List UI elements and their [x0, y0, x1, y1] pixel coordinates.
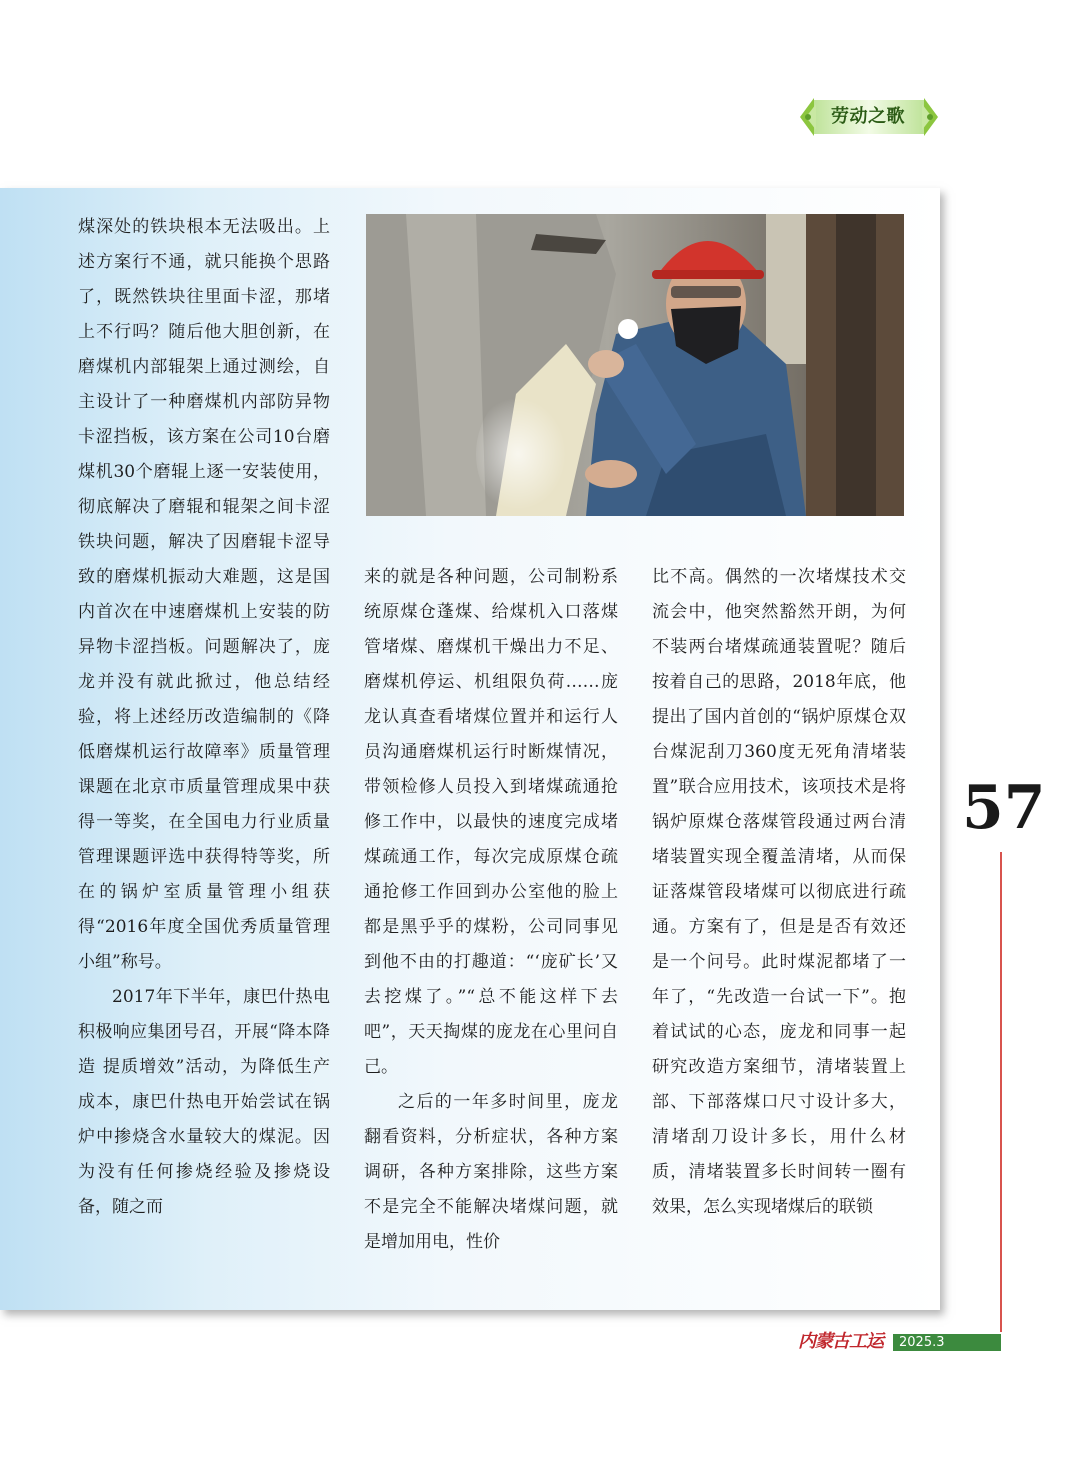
article-photo: [366, 214, 904, 516]
worker-inspecting-coal-mill-photo-icon: [366, 214, 904, 516]
article-column-2: [364, 560, 618, 1260]
paragraph: 比不高。偶然的一次堵煤技术交流会中，他突然豁然开朗，为何不装两台堵煤疏通装置呢？随后按着自己的思路，2018年底，他提出了国内首创的“锅炉原煤仓双台煤泥刮刀360度无死角清堵装置”联合应用技术，该项技术是将锅炉原煤仓落煤管段通过两台清堵装置实现全覆盖清堵，从而保证落煤管段堵煤可以彻底进行疏通。方案有了，但是是否有效还是一个问号。此时煤泥都堵了一年了，“先改造一台试一下”。抱着试试的心态，庞龙和同事一起研究改造方案细节，清堵装置上部、下部落煤口尺寸设计多大，清堵刮刀设计多长，用什么材质，清堵装置多长时间转一圈有效果，怎么实现堵煤后的联锁: [652, 567, 906, 1217]
paragraph: 来的就是各种问题，公司制粉系统原煤仓蓬煤、给煤机入口落煤管堵煤、磨煤机干燥出力不足、磨煤机停运、机组限负荷……庞龙认真查看堵煤位置并和运行人员沟通磨煤机运行时断煤情况，带领检修人员投入到堵煤疏通抢修工作中，以最快的速度完成堵煤疏通工作，每次完成原煤仓疏通抢修工作回到办公室他的脸上都是黑乎乎的煤粉，公司同事见到他不由的打趣道：“‘庞矿长’又去挖煤了。”“总不能这样下去吧”，天天掏煤的庞龙在心里问自己。: [364, 567, 618, 1077]
article-column-1: [78, 210, 330, 1225]
paragraph: 之后的一年多时间里，庞龙翻看资料，分析症状，各种方案调研，各种方案排除，这些方案不是完全不能解决堵煤问题，就是增加用电，性价: [364, 1092, 618, 1252]
paragraph: 煤深处的铁块根本无法吸出。上述方案行不通，就只能换个思路了，既然铁块往里面卡涩，那堵上不行吗？随后他大胆创新，在磨煤机内部辊架上通过测绘，自主设计了一种磨煤机内部防异物卡涩挡板，该方案在公司10台磨煤机30个磨辊上逐一安装使用，彻底解决了磨辊和辊架之间卡涩铁块问题，解决了因磨辊卡涩导致的磨煤机振动大难题，这是国内首次在中速磨煤机上安装的防异物卡涩挡板。问题解决了，庞龙并没有就此掀过，他总结经验，将上述经历改造编制的《降低磨煤机运行故障率》质量管理课题在北京市质量管理成果中获得一等奖，在全国电力行业质量管理课题评选中获得特等奖，所在的锅炉室质量管理小组获得“2016年度全国优秀质量管理小组”称号。: [78, 217, 330, 972]
section-title: 劳动之歌: [831, 106, 905, 127]
page-number: 57: [962, 773, 1046, 843]
margin-rule: [1000, 852, 1002, 1332]
paragraph: 2017年下半年，康巴什热电积极响应集团号召，开展“降本降造 提质增效”活动，为降低生产成本，康巴什热电开始尝试在锅炉中掺烧含水量较大的煤泥。因为没有任何掺烧经验及掺烧设备，随之而: [78, 987, 330, 1217]
issue-badge: [893, 1334, 1001, 1351]
magazine-logo: 内蒙古工运: [798, 1331, 883, 1352]
section-header: [798, 92, 940, 142]
issue-label: 2025.3: [899, 1335, 945, 1350]
article-column-3: [652, 560, 906, 1225]
